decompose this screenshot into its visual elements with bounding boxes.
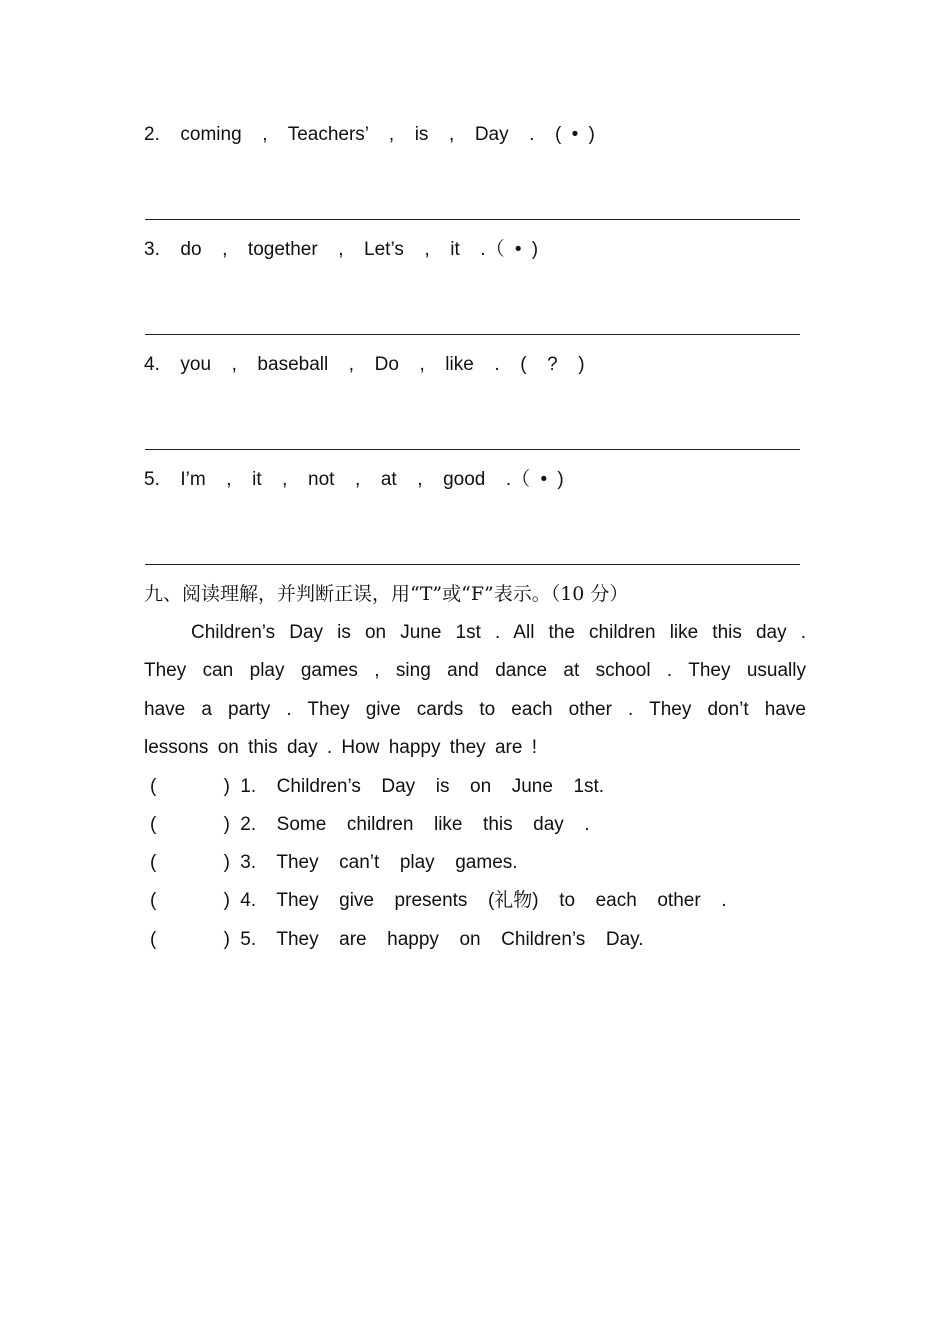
answer-blank[interactable]: ( ) [150,852,230,873]
answer-blank[interactable]: ( ) [150,929,230,950]
passage-line: lessons on this day . How happy they are ! [144,737,537,758]
tf-item-2: ( ) 2. Some children like this day . [150,814,590,835]
answer-blank[interactable]: ( ) [150,776,230,797]
question-4: 4. you , baseball , Do , like . ( ? ) [144,354,585,375]
question-2: 2. coming , Teachers’ , is , Day . ( • ) [144,124,595,145]
section-heading: 九、阅读理解，并判断正误，用“T”或“F”表示。（10 分） [144,583,629,605]
passage-line: Children’s Day is on June 1st . All the children like this day . [191,622,806,643]
answer-blank[interactable]: ( ) [150,814,230,835]
tf-item-5: ( ) 5. They are happy on Children’s Day. [150,929,644,950]
answer-line-5[interactable] [145,564,800,565]
answer-line-2[interactable] [145,219,800,220]
answer-blank[interactable]: ( ) [150,890,230,911]
answer-line-3[interactable] [145,334,800,335]
passage-line: They can play games , sing and dance at school . They usually [144,660,806,681]
tf-item-3: ( ) 3. They can’t play games. [150,852,518,873]
tf-item-1: ( ) 1. Children’s Day is on June 1st. [150,776,605,797]
question-5: 5. I’m , it , not , at , good .（ • ) [144,469,564,490]
tf-item-4: ( ) 4. They give presents (礼物) to each other . [150,890,727,911]
answer-line-4[interactable] [145,449,800,450]
passage-line: have a party . They give cards to each other . They don’t have [144,699,806,720]
question-3: 3. do , together , Let’s , it .（ • ) [144,239,539,260]
